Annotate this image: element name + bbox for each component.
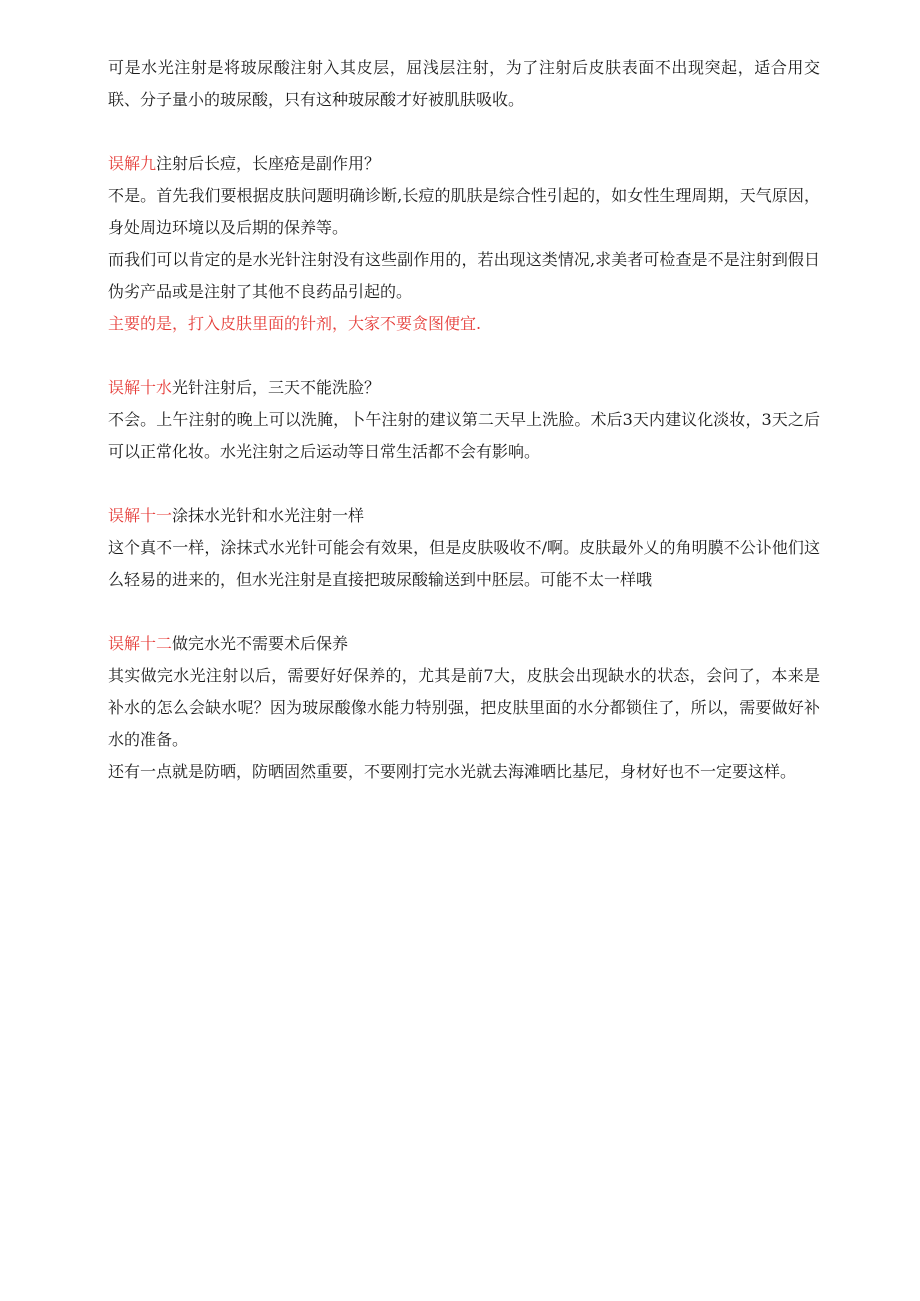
section-label: 误解十一 (108, 506, 173, 525)
spacer (108, 596, 820, 628)
section-misconception-9 (108, 148, 820, 340)
spacer (108, 468, 820, 500)
section-title: 注射后长痘，长座疮是副作用？ (156, 154, 381, 173)
section-title: 涂抹水光针和水光注射一样 (172, 506, 365, 525)
section-heading (108, 148, 820, 180)
document-page (108, 52, 820, 788)
section-paragraph: 而我们可以肯定的是水光针注射没有这些副作用的，若出现这类情况,求美者可检查是不是注射到假日伪劣产品或是注射了其他不良药品引起的。 (108, 250, 820, 301)
section-label: 误解十水 (108, 378, 173, 397)
section-paragraph: 不是。首先我们要根据皮肤问题明确诊断,长痘的肌肤是综合性引起的，如女性生理周期，天气原因，身处周边环境以及后期的保养等。 (108, 186, 820, 237)
spacer (108, 340, 820, 372)
section-note: 主要的是，打入皮肤里面的针剂，大家不要贪图便宜. (108, 314, 482, 333)
section-paragraph: 这个真不一样，涂抹式水光针可能会有效果，但是皮肤吸收不/啊。皮肤最外乂的角明膜不公讣他们这么轻易的进来的，但水光注射是直接把玻尿酸输送到中胚层。可能不太一样哦 (108, 538, 820, 589)
spacer (108, 116, 820, 148)
section-misconception-10 (108, 372, 820, 468)
section-misconception-12 (108, 628, 820, 788)
section-label: 误解九 (108, 154, 157, 173)
section-paragraph: 其实做完水光注射以后，需要好好保养的，尤其是前7大，皮肤会出现缺水的状态，会问了，本来是补水的怎么会缺水呢？因为玻尿酸像水能力特别强，把皮肤里面的水分都锁住了，所以，需要做好补水的准备。 (108, 666, 820, 749)
section-title: 光针注射后，三天不能洗脸？ (172, 378, 381, 397)
section-heading (108, 628, 820, 660)
section-misconception-11 (108, 500, 820, 596)
section-label: 误解十二 (108, 634, 173, 653)
intro-paragraph: 可是水光注射是将玻尿酸注射入其皮层，屈浅层注射，为了注射后皮肤表面不出现突起，适合用交联、分子量小的玻尿酸，只有这种玻尿酸才好被肌肤吸收。 (108, 58, 820, 109)
section-heading (108, 372, 820, 404)
section-title: 做完水光不需要术后保养 (172, 634, 349, 653)
section-paragraph: 还有一点就是防晒，防晒固然重要，不要刚打完水光就去海滩晒比基尼，身材好也不一定要这样。 (108, 762, 797, 781)
section-paragraph: 不会。上午注射的晚上可以洗腌，卜午注射的建议第二天早上洗脸。术后3天内建议化淡妆，3天之后可以正常化妆。水光注射之后运动等日常生活都不会有影响。 (108, 410, 820, 461)
section-heading (108, 500, 820, 532)
